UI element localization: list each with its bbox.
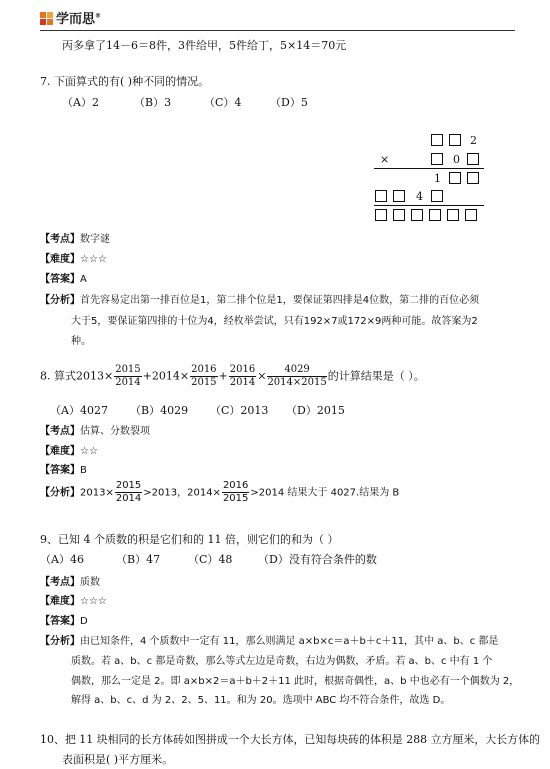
q8-option-c: （C）2013 — [210, 404, 269, 417]
q9-question: 9、已知 4 个质数的积是它们和的 11 倍，则它们的和为（ ） — [40, 533, 339, 546]
q8-option-b: （B）4029 — [130, 404, 189, 417]
puzzle-digit: 4 — [416, 190, 423, 203]
fraction — [229, 364, 256, 389]
digit-box — [375, 190, 387, 202]
numerator: 2015 — [115, 364, 141, 375]
q7-daan — [40, 270, 87, 285]
value: 由已知条件，4 个质数中一定有 11，那么则满足 a×b×c＝a＋b＋c＋11，其中 a、b、c 都是 — [80, 636, 499, 647]
q9-option-a: （A）46 — [40, 553, 84, 566]
value: D — [80, 616, 88, 627]
digit-box — [449, 172, 461, 184]
label: 【难度】 — [40, 446, 80, 457]
q9-option-c: （C）48 — [188, 553, 233, 566]
label: 【答案】 — [40, 616, 80, 627]
label: 【答案】 — [40, 274, 80, 285]
puzzle-digit: 0 — [453, 153, 460, 166]
label: 【考点】 — [40, 426, 80, 437]
text: >2013，2014× — [143, 487, 221, 499]
q8-fenxi — [40, 480, 399, 505]
value: ☆☆☆ — [80, 596, 107, 607]
value: 估算、分数裂项 — [80, 426, 150, 437]
digit-box — [431, 153, 443, 165]
q10-line2: 表面积是( )平方厘米。 — [62, 753, 174, 766]
label: 【考点】 — [40, 234, 80, 245]
denominator: 2015 — [191, 377, 217, 388]
q7-option-c: （C）4 — [204, 96, 242, 109]
denominator: 2014 — [115, 493, 142, 504]
digit-box — [429, 209, 441, 221]
puzzle-rule — [374, 205, 484, 206]
digit-box — [467, 153, 479, 165]
value: 首先容易定出第一排百位是1，第二排个位是1，要保证第四排是4位数，第二排的百位必须 — [80, 295, 480, 306]
text: 的计算结果是（ ）。 — [327, 369, 425, 383]
q8-nandu — [40, 442, 98, 457]
digit-box — [431, 190, 443, 202]
q8-option-d: （D）2015 — [286, 404, 345, 417]
digit-box — [393, 209, 405, 221]
q9-fenxi-line2: 质数。若 a、b、c 都是奇数，那么等式左边是奇数，右边为偶数，矛盾。若 a、b、c 中有 1 个 — [71, 656, 493, 667]
fraction — [267, 364, 326, 389]
text: 8. 算式2013× — [40, 369, 114, 383]
header-divider — [40, 30, 515, 31]
label: 【分析】 — [40, 636, 80, 647]
value: B — [80, 465, 87, 476]
q9-kaodian — [40, 573, 100, 588]
text: 2013× — [80, 487, 114, 499]
q7-kaodian — [40, 230, 110, 245]
value: ☆☆☆ — [80, 254, 107, 265]
value: ☆☆ — [80, 446, 98, 457]
digit-box — [411, 209, 423, 221]
label: 【答案】 — [40, 465, 80, 476]
denominator: 2014 — [229, 377, 256, 388]
digit-box — [465, 209, 477, 221]
q8-option-a: （A）4027 — [50, 404, 108, 417]
logo-registered: ® — [95, 12, 102, 20]
digit-box — [467, 172, 479, 184]
text: >2014 结果大于 4027.结果为 B — [250, 487, 400, 499]
q9-option-d: （D）没有符合条件的数 — [258, 553, 377, 566]
q7-option-d: （D）5 — [270, 96, 308, 109]
q9-option-b: （B）47 — [116, 553, 161, 566]
q7-fenxi — [40, 291, 479, 306]
denominator: 2015 — [222, 493, 249, 504]
numerator: 2016 — [191, 364, 217, 375]
q9-fenxi-line3: 偶数，那么一定是 2。即 a×b×2＝a＋b＋2＋11 此时，根据奇偶性，a、b 中也必有一个偶数为 2， — [71, 676, 520, 687]
numerator: 4029 — [267, 364, 326, 377]
label: 【分析】 — [40, 487, 80, 499]
digit-box — [431, 134, 443, 146]
q7-nandu — [40, 250, 107, 265]
digit-box — [393, 190, 405, 202]
label: 【分析】 — [40, 295, 80, 306]
numerator: 2016 — [222, 480, 249, 491]
q9-fenxi-line4: 解得 a、b、c、d 为 2、2、5、11。和为 20。选项中 ABC 均不符合条件，故选 D。 — [71, 695, 451, 706]
value: 质数 — [80, 577, 100, 588]
label: 【难度】 — [40, 254, 80, 265]
q9-nandu — [40, 592, 107, 607]
puzzle-rule — [374, 168, 484, 169]
numerator: 2016 — [229, 364, 256, 375]
q8-daan — [40, 461, 87, 476]
fraction — [115, 480, 142, 505]
digit-box — [449, 134, 461, 146]
q8-kaodian — [40, 422, 150, 437]
puzzle-digit: 1 — [434, 172, 441, 185]
logo — [40, 8, 101, 27]
digit-box — [447, 209, 459, 221]
fraction — [114, 364, 141, 389]
q10-line1: 10、把 11 块相同的长方体砖如图拼成一个大长方体，已知每块砖的体积是 288 立方厘米，大长方体的 — [40, 733, 540, 746]
label: 【考点】 — [40, 577, 80, 588]
q8-question — [40, 364, 425, 389]
q9-daan — [40, 612, 88, 627]
value: 数字谜 — [80, 234, 110, 245]
value: A — [80, 274, 87, 285]
numerator: 2015 — [115, 480, 142, 491]
text: +2014× — [142, 369, 190, 383]
denominator: 2014 — [115, 377, 141, 388]
puzzle-digit: 2 — [470, 134, 477, 147]
digit-box — [375, 209, 387, 221]
label: 【难度】 — [40, 596, 80, 607]
q7-fenxi-line2: 大于5，要保证第四排的十位为4，经枚举尝试，只有192×7或172×9两种可能。故答案为2 — [71, 316, 478, 327]
text: + — [218, 369, 228, 383]
q7-option-a: （A）2 — [62, 96, 99, 109]
q7-question: 7. 下面算式的有( )种不同的情况。 — [40, 75, 210, 88]
fraction — [222, 480, 249, 505]
logo-icon — [40, 12, 53, 25]
fraction — [190, 364, 217, 389]
q7-option-b: （B）3 — [134, 96, 172, 109]
q7-fenxi-line3: 种。 — [71, 336, 91, 347]
denominator: 2014×2015 — [267, 377, 327, 388]
q9-fenxi — [40, 632, 498, 647]
top-line: 丙多拿了14－6＝8件，3件给甲，5件给丁，5×14＝70元 — [62, 39, 347, 52]
logo-text: 学而思 — [56, 12, 96, 27]
times-sign: × — [380, 153, 390, 166]
text: × — [257, 369, 267, 383]
